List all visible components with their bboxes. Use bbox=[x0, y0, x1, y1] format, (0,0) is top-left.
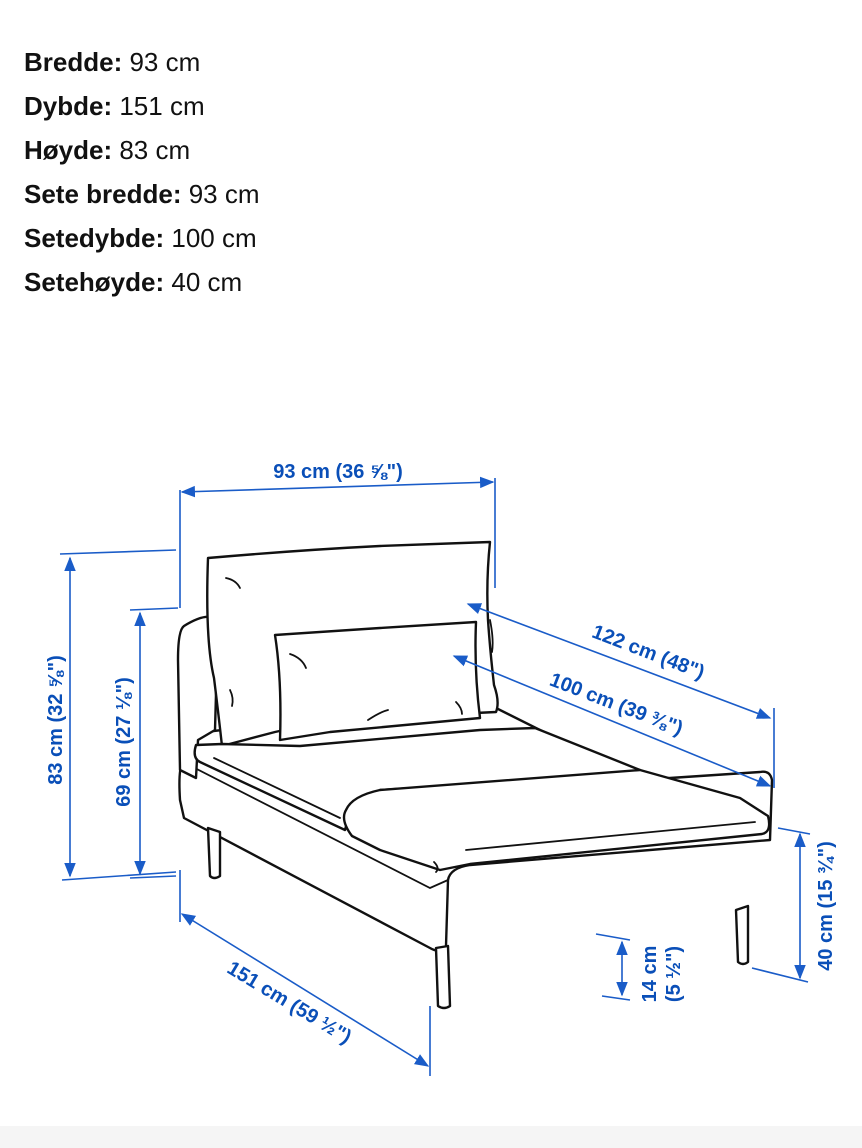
arm-height-label: 69 cm (27 ⅛") bbox=[113, 677, 135, 807]
arm-height-extension-bottom bbox=[130, 876, 176, 878]
leg-height-label-cm: 14 cm bbox=[639, 945, 661, 1003]
spec-label: Setedybde: bbox=[24, 223, 165, 253]
spec-value: 93 cm bbox=[181, 179, 260, 209]
chaise-longue-illustration bbox=[178, 542, 772, 1008]
spec-value: 151 cm bbox=[112, 91, 205, 121]
spec-label: Dybde: bbox=[24, 91, 113, 121]
spec-depth bbox=[24, 84, 260, 128]
spec-value: 40 cm bbox=[164, 267, 243, 297]
spec-height bbox=[24, 128, 260, 172]
spec-seat-depth bbox=[24, 216, 260, 260]
leg-height-extension-top bbox=[596, 934, 630, 940]
chaise-dimension-diagram bbox=[0, 440, 862, 1100]
page-bottom-band bbox=[0, 1126, 862, 1148]
arm-height-extension-top bbox=[130, 608, 178, 610]
spec-label: Setehøyde: bbox=[24, 267, 165, 297]
spec-label: Bredde: bbox=[24, 47, 123, 77]
width-label: 93 cm (36 ⅝") bbox=[273, 461, 403, 483]
leg-rear-right bbox=[736, 906, 748, 964]
spec-value: 83 cm bbox=[112, 135, 191, 165]
depth-total-label: 122 cm (48") bbox=[588, 620, 708, 684]
leg-front-left bbox=[208, 828, 220, 878]
spec-seat-height bbox=[24, 260, 260, 304]
leg-height-extension-bottom bbox=[602, 996, 630, 1000]
seat-depth-label: 100 cm (39 ⅜") bbox=[546, 668, 686, 740]
spec-label: Høyde: bbox=[24, 135, 113, 165]
product-dimensions-list bbox=[24, 40, 260, 304]
spec-label: Sete bredde: bbox=[24, 179, 182, 209]
length-label: 151 cm (59 ½") bbox=[223, 957, 356, 1049]
length-arrow bbox=[182, 914, 428, 1066]
seat-height-extension-top bbox=[778, 828, 810, 834]
spec-value: 93 cm bbox=[122, 47, 201, 77]
seat-height-label: 40 cm (15 ¾") bbox=[815, 841, 837, 971]
spec-width bbox=[24, 40, 260, 84]
height-extension-top bbox=[60, 550, 176, 554]
width-arrow bbox=[182, 482, 493, 492]
spec-seat-width bbox=[24, 172, 260, 216]
height-label: 83 cm (32 ⅝") bbox=[45, 655, 67, 785]
spec-value: 100 cm bbox=[164, 223, 257, 253]
leg-height-label-in: (5 ½") bbox=[663, 945, 685, 1003]
leg-front-right bbox=[436, 946, 450, 1008]
